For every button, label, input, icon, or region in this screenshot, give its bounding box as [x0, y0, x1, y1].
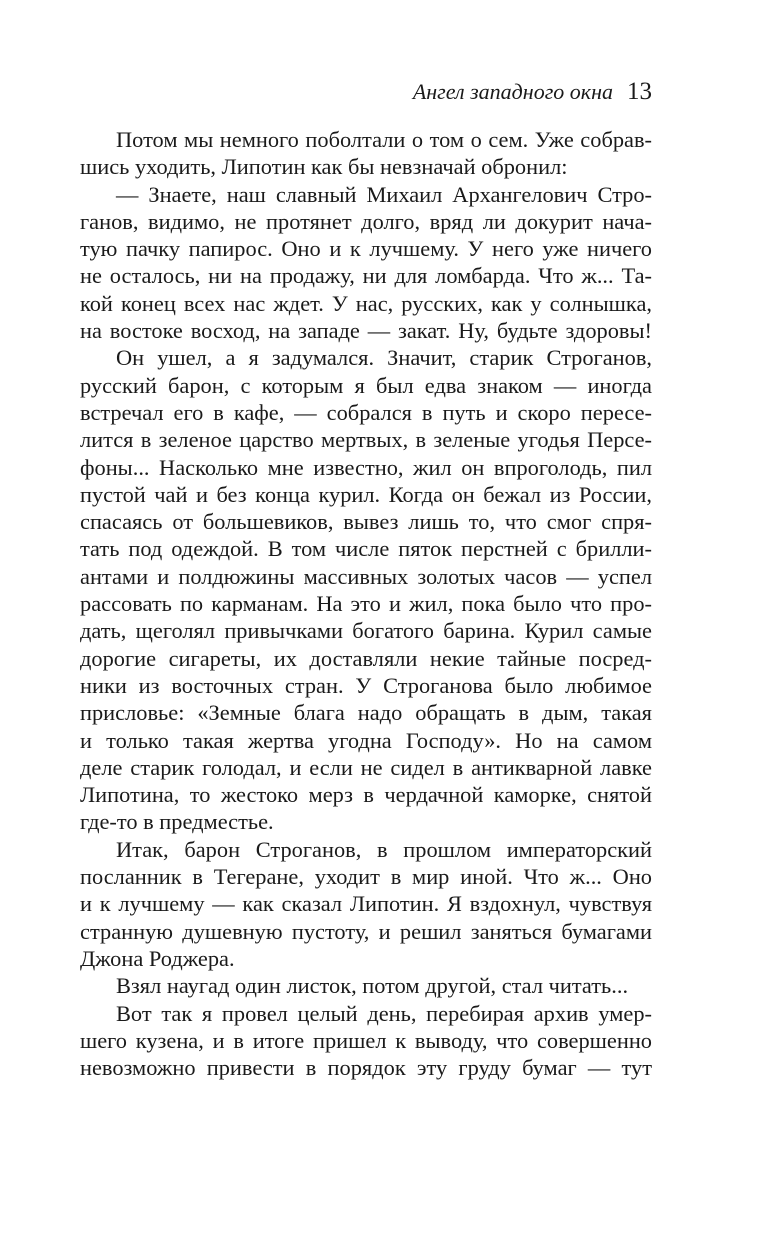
running-head [413, 78, 652, 106]
text-line: невозможно привести в порядок эту груду бумаг — тут [80, 1055, 652, 1081]
page-number: 13 [627, 78, 652, 105]
text-line: антами и полдюжины массивных золотых часов — успел [80, 563, 652, 589]
text-line: тую пачку папирос. Оно и к лучшему. У него уже ничего [80, 236, 652, 262]
running-title: Ангел западного окна [412, 79, 613, 104]
text-line: и только такая жертва угодна Господу». Но на самом [80, 727, 652, 753]
text-line: странную душевную пустоту, и решил заняться бумагами [80, 918, 652, 944]
text-line: спасаясь от большевиков, вывез лишь то, что смог спря- [80, 509, 652, 535]
text-line: не осталось, ни на продажу, ни для ломбарда. Что ж... Та- [80, 263, 652, 289]
text-line: шись уходить, Липотин как бы невзначай обронил: [80, 154, 568, 180]
text-line: кой конец всех нас ждет. У нас, русских, как у солнышка, [80, 290, 652, 316]
text-line: Потом мы немного поболтали о том о сем. Уже собрав- [116, 127, 652, 152]
text-line: пустой чай и без конца курил. Когда он бежал из России, [80, 481, 652, 507]
text-line: русский барон, с которым я был едва знаком — иногда [80, 372, 652, 398]
text-line: где-то в предместье. [80, 809, 274, 835]
text-line: ники из восточных стран. У Строганова было любимое [80, 672, 652, 698]
text-line: посланник в Тегеране, уходит в мир иной. Что ж... Оно [80, 864, 652, 890]
text-line: встречал его в кафе, — собрался в путь и скоро пересе- [80, 399, 652, 425]
text-line: Итак, барон Строганов, в прошлом императорский [116, 836, 652, 862]
text-line: фоны... Насколько мне известно, жил он впроголодь, пил [80, 454, 652, 480]
text-line: дать, щеголял привычками богатого барина. Курил самые [80, 618, 652, 644]
text-line: на востоке восход, на западе — закат. Ну, будьте здоровы! [80, 318, 652, 344]
text-line: дорогие сигареты, их доставляли некие тайные посред- [80, 645, 652, 671]
text-line: Липотина, то жестоко мерз в чердачной каморке, снятой [80, 782, 652, 808]
text-line: деле старик голодал, и если не сидел в антикварной лавке [80, 754, 652, 780]
text-line: присловье: «Земные блага надо обращать в дым, такая [80, 700, 652, 726]
text-line: Он ушел, а я задумался. Значит, старик Строганов, [116, 345, 652, 371]
text-line: шего кузена, и в итоге пришел к выводу, что совершенно [80, 1027, 652, 1053]
text-line: тать под одеждой. В том числе пяток перстней с брилли- [80, 536, 652, 562]
body-text [80, 126, 652, 1081]
text-line: Джона Роджера. [80, 945, 235, 971]
text-line: лится в зеленое царство мертвых, в зеленые угодья Персе- [80, 427, 652, 453]
text-line: и к лучшему — как сказал Липотин. Я вздохнул, чувствуя [80, 891, 652, 917]
text-line: Вот так я провел целый день, перебирая архив умер- [116, 1000, 652, 1026]
text-line: ганов, видимо, не протянет долго, вряд ли докурит нача- [80, 208, 652, 234]
text-line: рассовать по карманам. На это и жил, пока было что про- [80, 591, 652, 617]
text-line: — Знаете, наш славный Михаил Архангелович Стро- [116, 181, 652, 207]
text-line: Взял наугад один листок, потом другой, стал читать... [116, 973, 629, 999]
